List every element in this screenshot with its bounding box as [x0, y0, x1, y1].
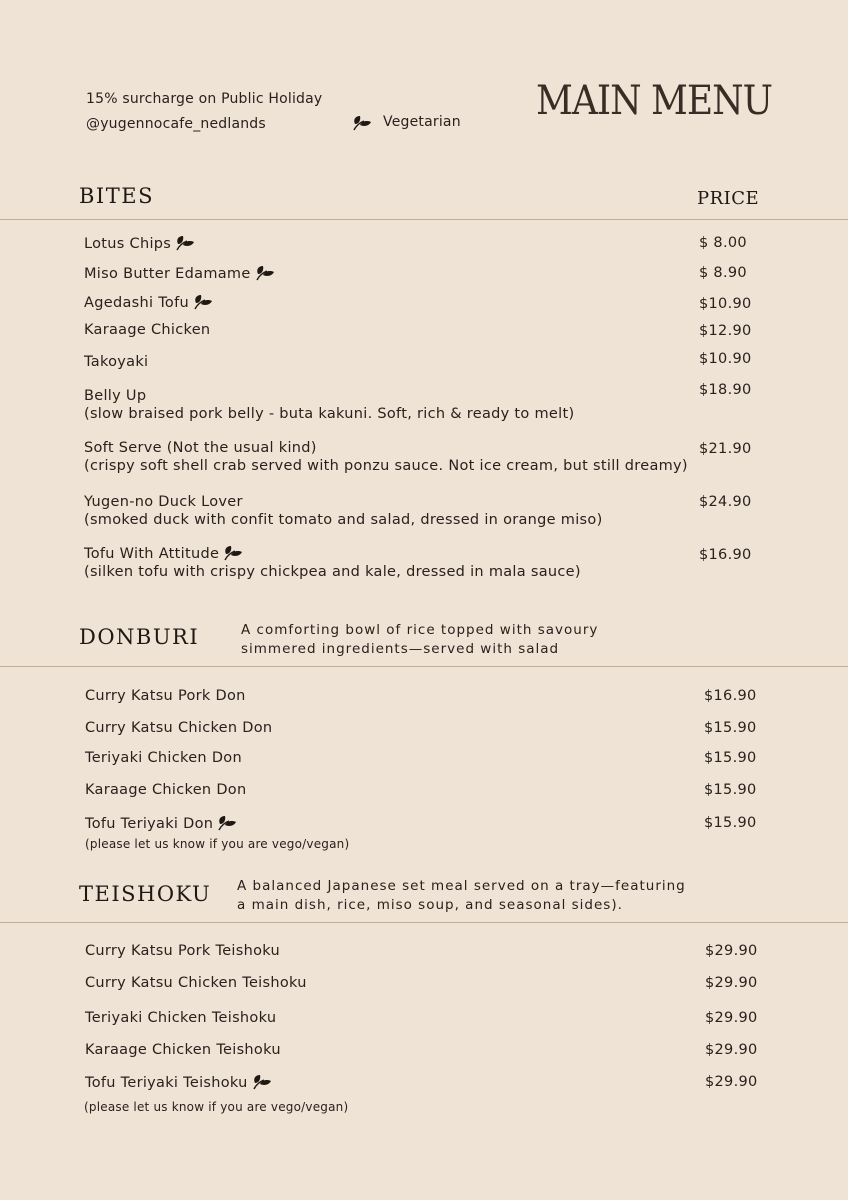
leaf-icon [193, 294, 213, 310]
donburi-menu-item [85, 720, 272, 736]
leaf-icon [252, 1074, 272, 1090]
item-price: $24.90 [699, 494, 752, 510]
donburi-description-line-1: A comforting bowl of rice topped with savoury [241, 622, 599, 638]
item-name: Tofu Teriyaki Don [85, 816, 214, 832]
leaf-icon [255, 265, 275, 281]
item-price: $29.90 [705, 943, 758, 959]
item-name: Karaage Chicken Teishoku [85, 1042, 281, 1058]
item-description: (slow braised pork belly - buta kakuni. Soft, rich & ready to melt) [84, 406, 575, 422]
item-name: Teriyaki Chicken Don [85, 750, 242, 766]
item-price: $10.90 [699, 296, 752, 312]
price-heading: PRICE [697, 188, 760, 209]
item-price: $29.90 [705, 975, 758, 991]
page-title: MAIN MENU [536, 78, 773, 124]
teishoku-description [237, 877, 686, 915]
teishoku-description-line-1: A balanced Japanese set meal served on a tray—featuring [237, 878, 686, 894]
leaf-icon [352, 115, 372, 131]
item-price: $29.90 [705, 1074, 758, 1090]
item-name: Karaage Chicken [84, 322, 211, 338]
item-description: (smoked duck with confit tomato and salad, dressed in orange miso) [84, 512, 603, 528]
item-name: Curry Katsu Chicken Teishoku [85, 975, 307, 991]
item-price: $16.90 [699, 547, 752, 563]
item-price: $ 8.00 [699, 235, 747, 251]
item-name: Miso Butter Edamame [84, 266, 251, 282]
donburi-title: DONBURI [79, 625, 200, 649]
vegetarian-legend: Vegetarian [383, 114, 461, 130]
item-description: (silken tofu with crispy chickpea and kale, dressed in mala sauce) [84, 564, 581, 580]
item-price: $15.90 [704, 782, 757, 798]
item-name: Karaage Chicken Don [85, 782, 247, 798]
teishoku-vegan-note: (please let us know if you are vego/vegan) [84, 1100, 349, 1114]
item-name: Belly Up [84, 388, 147, 404]
bites-menu-item [84, 235, 195, 252]
teishoku-menu-item [85, 1042, 281, 1058]
item-price: $10.90 [699, 351, 752, 367]
leaf-icon [217, 815, 237, 831]
teishoku-menu-item [85, 975, 307, 991]
item-price: $ 8.90 [699, 265, 747, 281]
bites-title: BITES [79, 184, 154, 208]
item-description: (crispy soft shell crab served with ponzu sauce. Not ice cream, but still dreamy) [84, 458, 688, 474]
leaf-icon [175, 235, 195, 251]
donburi-divider [0, 666, 848, 667]
bites-menu-item [84, 440, 688, 474]
instagram-handle: @yugennocafe_nedlands [86, 116, 266, 132]
teishoku-divider [0, 922, 848, 923]
item-price: $29.90 [705, 1010, 758, 1026]
item-name: Takoyaki [84, 354, 149, 370]
donburi-menu-item [85, 782, 246, 798]
item-price: $15.90 [704, 720, 757, 736]
teishoku-menu-item [85, 943, 280, 959]
item-name: Lotus Chips [84, 236, 172, 252]
bites-menu-item [84, 322, 210, 338]
teishoku-description-line-2: a main dish, rice, miso soup, and seasonal sides). [237, 897, 623, 913]
donburi-menu-item [85, 750, 242, 766]
donburi-vegan-note: (please let us know if you are vego/vegan) [85, 837, 350, 851]
bites-menu-item [84, 265, 275, 282]
item-price: $21.90 [699, 441, 752, 457]
surcharge-note: 15% surcharge on Public Holiday [86, 91, 323, 107]
teishoku-menu-item [85, 1074, 272, 1091]
bites-menu-item [84, 294, 213, 311]
item-name: Tofu Teriyaki Teishoku [85, 1075, 248, 1091]
item-price: $16.90 [704, 688, 757, 704]
item-price: $15.90 [704, 750, 757, 766]
item-name: Yugen-no Duck Lover [84, 494, 243, 510]
teishoku-title: TEISHOKU [79, 882, 212, 906]
donburi-description-line-2: simmered ingredients—served with salad [241, 641, 560, 657]
item-name: Tofu With Attitude [84, 546, 220, 562]
teishoku-menu-item [85, 1010, 276, 1026]
item-name: Agedashi Tofu [84, 295, 189, 311]
donburi-menu-item [85, 815, 237, 832]
bites-menu-item [84, 545, 581, 580]
item-name: Curry Katsu Pork Don [85, 688, 246, 704]
bites-menu-item [84, 388, 574, 422]
item-price: $29.90 [705, 1042, 758, 1058]
item-name: Curry Katsu Pork Teishoku [85, 943, 281, 959]
item-name: Soft Serve (Not the usual kind) [84, 440, 317, 456]
item-name: Teriyaki Chicken Teishoku [85, 1010, 277, 1026]
donburi-description [241, 621, 598, 659]
bites-divider [0, 219, 848, 220]
leaf-icon [223, 545, 243, 561]
item-name: Curry Katsu Chicken Don [85, 720, 273, 736]
bites-menu-item [84, 354, 148, 370]
donburi-menu-item [85, 688, 246, 704]
bites-menu-item [84, 494, 603, 528]
item-price: $12.90 [699, 323, 752, 339]
item-price: $18.90 [699, 382, 752, 398]
item-price: $15.90 [704, 815, 757, 831]
